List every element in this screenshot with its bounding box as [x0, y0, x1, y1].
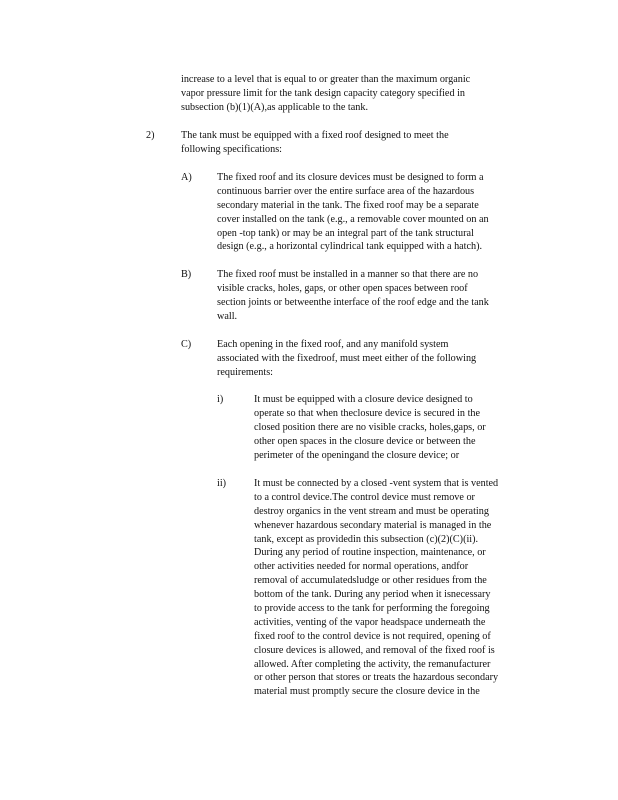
- item-2-marker: 2): [146, 130, 155, 141]
- intro-paragraph: [181, 73, 531, 115]
- text-line: visible cracks, holes, gaps, or other open spaces between roof: [217, 282, 468, 294]
- item-c-marker: C): [181, 339, 192, 350]
- text-line: allowed. After completing the activity, the remanufacturer: [254, 658, 491, 670]
- text-line: The tank must be equipped with a fixed roof designed to meet the: [181, 130, 449, 141]
- text-line: bottom of the tank. During any period when it isnecessary: [254, 589, 491, 601]
- item-b-marker: B): [181, 269, 192, 280]
- text-line: associated with the fixedroof, must meet either of the following: [217, 352, 477, 364]
- text-line: other activities needed for normal operations, andfor: [254, 561, 469, 573]
- text-line: During any period of routine inspection, maintenance, or: [254, 547, 486, 559]
- text-line: wall.: [217, 310, 238, 322]
- text-line: removal of accumulatedsludge or other residues from the: [254, 575, 487, 587]
- text-line: design (e.g., a horizontal cylindrical tank equipped with a hatch).: [217, 241, 483, 253]
- text-line: closed position there are no visible cracks, holes,gaps, or: [254, 421, 486, 433]
- text-line: section joints or betweenthe interface of the roof edge and the tank: [217, 296, 489, 308]
- item-b-paragraph: [217, 268, 547, 324]
- text-line: continuous barrier over the entire surface area of the hazardous: [217, 185, 475, 197]
- text-line: subsection (b)(1)(A),as applicable to the tank.: [181, 101, 368, 113]
- text-line: increase to a level that is equal to or greater than the maximum organic: [181, 74, 471, 85]
- text-line: cover installed on the tank (e.g., a removable cover mounted on an: [217, 213, 489, 225]
- item-c-ii-paragraph: [254, 477, 544, 699]
- text-line: material must promptly secure the closure device in the: [254, 686, 480, 698]
- text-line: open -top tank) or may be an integral part of the tank structural: [217, 227, 474, 239]
- item-a-marker: A): [181, 172, 192, 183]
- text-line: to provide access to the tank for performing the foregoing: [254, 603, 490, 615]
- text-line: It must be connected by a closed -vent system that is vented: [254, 478, 499, 489]
- text-line: fixed roof to the control device is not required, opening of: [254, 630, 491, 642]
- text-line: or other person that stores or treats the hazardous secondary: [254, 672, 499, 684]
- text-line: other open spaces in the closure device or between the: [254, 435, 476, 447]
- text-line: The fixed roof and its closure devices must be designed to form a: [217, 172, 484, 183]
- text-line: operate so that when theclosure device is secured in the: [254, 407, 481, 419]
- text-line: Each opening in the fixed roof, and any manifold system: [217, 339, 449, 350]
- text-line: following specifications:: [181, 143, 283, 155]
- item-c-paragraph: [217, 338, 547, 380]
- text-line: requirements:: [217, 366, 274, 378]
- text-line: It must be equipped with a closure device designed to: [254, 394, 473, 405]
- item-2-paragraph: [181, 129, 531, 157]
- text-line: whenever hazardous secondary material is managed in the: [254, 519, 492, 531]
- text-line: to a control device.The control device must remove or: [254, 491, 475, 503]
- text-line: secondary material in the tank. The fixed roof may be a separate: [217, 199, 479, 211]
- text-line: perimeter of the openingand the closure device; or: [254, 449, 460, 461]
- text-line: vapor pressure limit for the tank design capacity category specified in: [181, 87, 466, 99]
- text-line: activities, venting of the vapor headspace underneath the: [254, 616, 486, 628]
- item-a-paragraph: [217, 171, 547, 254]
- item-c-i-marker: i): [217, 394, 224, 405]
- text-line: closure devices is allowed, and removal of the fixed roof is: [254, 644, 495, 656]
- text-line: The fixed roof must be installed in a manner so that there are no: [217, 269, 479, 280]
- item-c-ii-marker: ii): [217, 478, 227, 489]
- text-line: destroy organics in the vent stream and must be operating: [254, 505, 489, 517]
- text-line: tank, except as providedin this subsection (c)(2)(C)(ii).: [254, 533, 479, 545]
- item-c-i-paragraph: [254, 393, 544, 462]
